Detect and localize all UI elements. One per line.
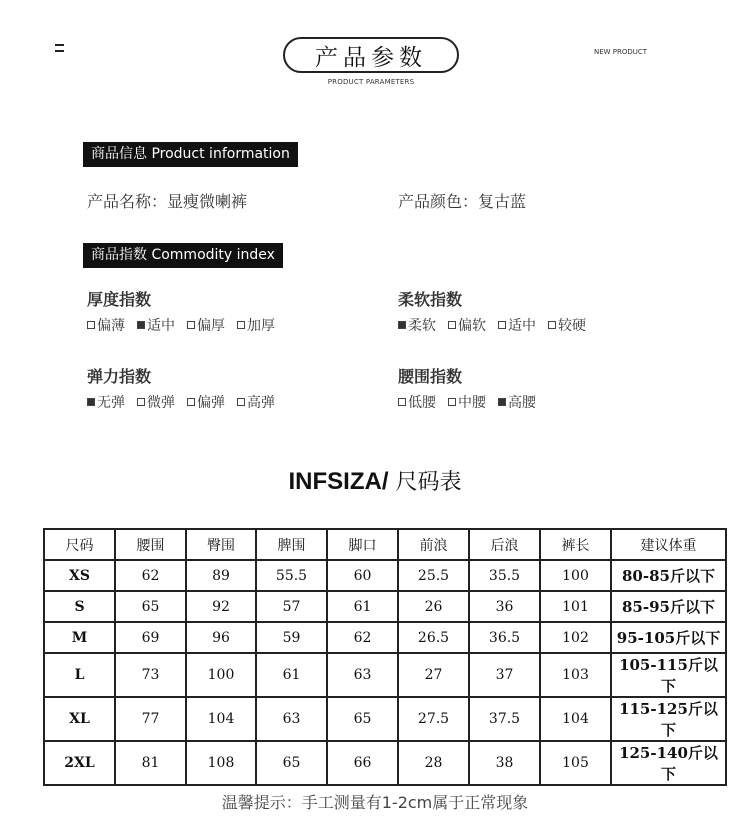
page-title: 产品参数: [283, 37, 459, 73]
size-table-cell: 27: [398, 653, 469, 697]
size-chart-brand: INFSIZA/: [288, 468, 389, 495]
unchecked-box-icon: [448, 398, 456, 406]
size-table-cell: 61: [327, 591, 398, 622]
size-table-cell: 35.5: [469, 560, 540, 591]
index-group-title: 厚度指数: [87, 290, 152, 309]
checked-box-icon: [87, 398, 95, 406]
unchecked-box-icon: [237, 398, 245, 406]
size-table-cell: 37: [469, 653, 540, 697]
size-table-cell: 105-115斤以下: [611, 653, 726, 697]
product-name: 产品名称：显瘦微喇裤: [87, 192, 248, 211]
size-table-cell: 69: [115, 622, 186, 653]
size-table-cell: 77: [115, 697, 186, 741]
product-info-label: 商品信息 Product information: [83, 142, 298, 167]
index-option: [87, 315, 125, 335]
size-table-header-cell: 腰围: [115, 529, 186, 560]
size-table-header-cell: 脾围: [256, 529, 327, 560]
index-option-label: 无弹: [97, 395, 125, 411]
index-option: [498, 315, 536, 335]
table-row: [44, 591, 726, 622]
size-table: [43, 528, 727, 786]
size-chart-title-text: 尺码表: [388, 470, 462, 495]
checked-box-icon: [398, 321, 406, 329]
index-option-label: 偏薄: [97, 318, 125, 334]
size-table-cell: L: [44, 653, 115, 697]
page-subtitle: PRODUCT PARAMETERS: [327, 78, 415, 86]
size-table-cell: 63: [327, 653, 398, 697]
size-table-cell: 80-85斤以下: [611, 560, 726, 591]
size-table-cell: 62: [115, 560, 186, 591]
size-table-cell: 28: [398, 741, 469, 785]
index-option: [498, 392, 536, 412]
size-table-cell: 104: [186, 697, 256, 741]
size-table-cell: 85-95斤以下: [611, 591, 726, 622]
unchecked-box-icon: [137, 398, 145, 406]
size-table-cell: 115-125斤以下: [611, 697, 726, 741]
size-table-cell: M: [44, 622, 115, 653]
size-table-cell: 37.5: [469, 697, 540, 741]
index-option: [398, 315, 436, 335]
size-table-header-cell: 前浪: [398, 529, 469, 560]
new-product-label: NEW PRODUCT: [594, 48, 648, 56]
measurement-tip: 温馨提示：手工测量有1-2cm属于正常现象: [221, 793, 529, 812]
index-options: [87, 392, 275, 412]
size-table-cell: 101: [540, 591, 611, 622]
size-table-cell: 65: [115, 591, 186, 622]
index-option-label: 高弹: [247, 395, 275, 411]
unchecked-box-icon: [448, 321, 456, 329]
size-table-cell: 104: [540, 697, 611, 741]
size-table-cell: 89: [186, 560, 256, 591]
size-table-cell: XL: [44, 697, 115, 741]
index-option-label: 中腰: [458, 395, 486, 411]
size-table-cell: 25.5: [398, 560, 469, 591]
size-table-cell: 61: [256, 653, 327, 697]
index-option: [548, 315, 586, 335]
size-table-cell: 60: [327, 560, 398, 591]
size-table-cell: S: [44, 591, 115, 622]
index-option-label: 高腰: [508, 395, 536, 411]
unchecked-box-icon: [187, 398, 195, 406]
size-table-cell: 73: [115, 653, 186, 697]
index-option-label: 适中: [147, 318, 175, 334]
index-option-label: 加厚: [247, 318, 275, 334]
unchecked-box-icon: [498, 321, 506, 329]
checked-box-icon: [498, 398, 506, 406]
size-table-cell: XS: [44, 560, 115, 591]
index-options: [398, 392, 536, 412]
size-table-cell: 2XL: [44, 741, 115, 785]
size-table-header-cell: 尺码: [44, 529, 115, 560]
index-option-label: 柔软: [408, 318, 436, 334]
size-table-cell: 59: [256, 622, 327, 653]
table-row: [44, 741, 726, 785]
index-group-title: 柔软指数: [398, 290, 463, 309]
table-row: [44, 622, 726, 653]
size-table-cell: 125-140斤以下: [611, 741, 726, 785]
size-table-header-cell: 脚口: [327, 529, 398, 560]
index-option: [448, 392, 486, 412]
size-table-cell: 63: [256, 697, 327, 741]
index-option-label: 微弹: [147, 395, 175, 411]
index-option: [187, 315, 225, 335]
size-table-cell: 55.5: [256, 560, 327, 591]
size-table-cell: 81: [115, 741, 186, 785]
index-option-label: 偏厚: [197, 318, 225, 334]
size-table-cell: 66: [327, 741, 398, 785]
index-group-title: 腰围指数: [398, 367, 463, 386]
unchecked-box-icon: [398, 398, 406, 406]
table-row: [44, 653, 726, 697]
size-chart-title: [0, 465, 750, 496]
size-table-header-cell: 后浪: [469, 529, 540, 560]
index-option: [187, 392, 225, 412]
size-table-cell: 108: [186, 741, 256, 785]
size-table-cell: 26.5: [398, 622, 469, 653]
size-table-cell: 62: [327, 622, 398, 653]
unchecked-box-icon: [237, 321, 245, 329]
checked-box-icon: [137, 321, 145, 329]
commodity-index-label: 商品指数 Commodity index: [83, 243, 283, 268]
size-table-cell: 26: [398, 591, 469, 622]
index-option: [237, 392, 275, 412]
unchecked-box-icon: [548, 321, 556, 329]
index-option: [137, 392, 175, 412]
size-table-cell: 65: [327, 697, 398, 741]
table-row: [44, 560, 726, 591]
size-table-header-cell: 建议体重: [611, 529, 726, 560]
size-table-cell: 27.5: [398, 697, 469, 741]
product-color: 产品颜色：复古蓝: [398, 192, 527, 211]
index-option-label: 适中: [508, 318, 536, 334]
size-table-cell: 38: [469, 741, 540, 785]
size-table-cell: 100: [540, 560, 611, 591]
size-table-cell: 100: [186, 653, 256, 697]
index-option-label: 低腰: [408, 395, 436, 411]
size-table-cell: 105: [540, 741, 611, 785]
size-table-header-cell: 裤长: [540, 529, 611, 560]
index-option: [87, 392, 125, 412]
index-option-label: 较硬: [558, 318, 586, 334]
index-option-label: 偏弹: [197, 395, 225, 411]
size-table-header-cell: 臀围: [186, 529, 256, 560]
table-row: [44, 697, 726, 741]
size-table-cell: 36.5: [469, 622, 540, 653]
size-table-cell: 102: [540, 622, 611, 653]
size-table-cell: 96: [186, 622, 256, 653]
index-options: [398, 315, 586, 335]
size-table-cell: 65: [256, 741, 327, 785]
menu-icon[interactable]: [55, 44, 64, 56]
unchecked-box-icon: [87, 321, 95, 329]
size-table-cell: 36: [469, 591, 540, 622]
index-option: [398, 392, 436, 412]
index-option: [448, 315, 486, 335]
index-option: [137, 315, 175, 335]
size-table-header-row: [44, 529, 726, 560]
unchecked-box-icon: [187, 321, 195, 329]
size-table-cell: 92: [186, 591, 256, 622]
index-option: [237, 315, 275, 335]
size-table-cell: 103: [540, 653, 611, 697]
index-options: [87, 315, 275, 335]
size-table-cell: 57: [256, 591, 327, 622]
index-group-title: 弹力指数: [87, 367, 152, 386]
size-table-cell: 95-105斤以下: [611, 622, 726, 653]
index-option-label: 偏软: [458, 318, 486, 334]
